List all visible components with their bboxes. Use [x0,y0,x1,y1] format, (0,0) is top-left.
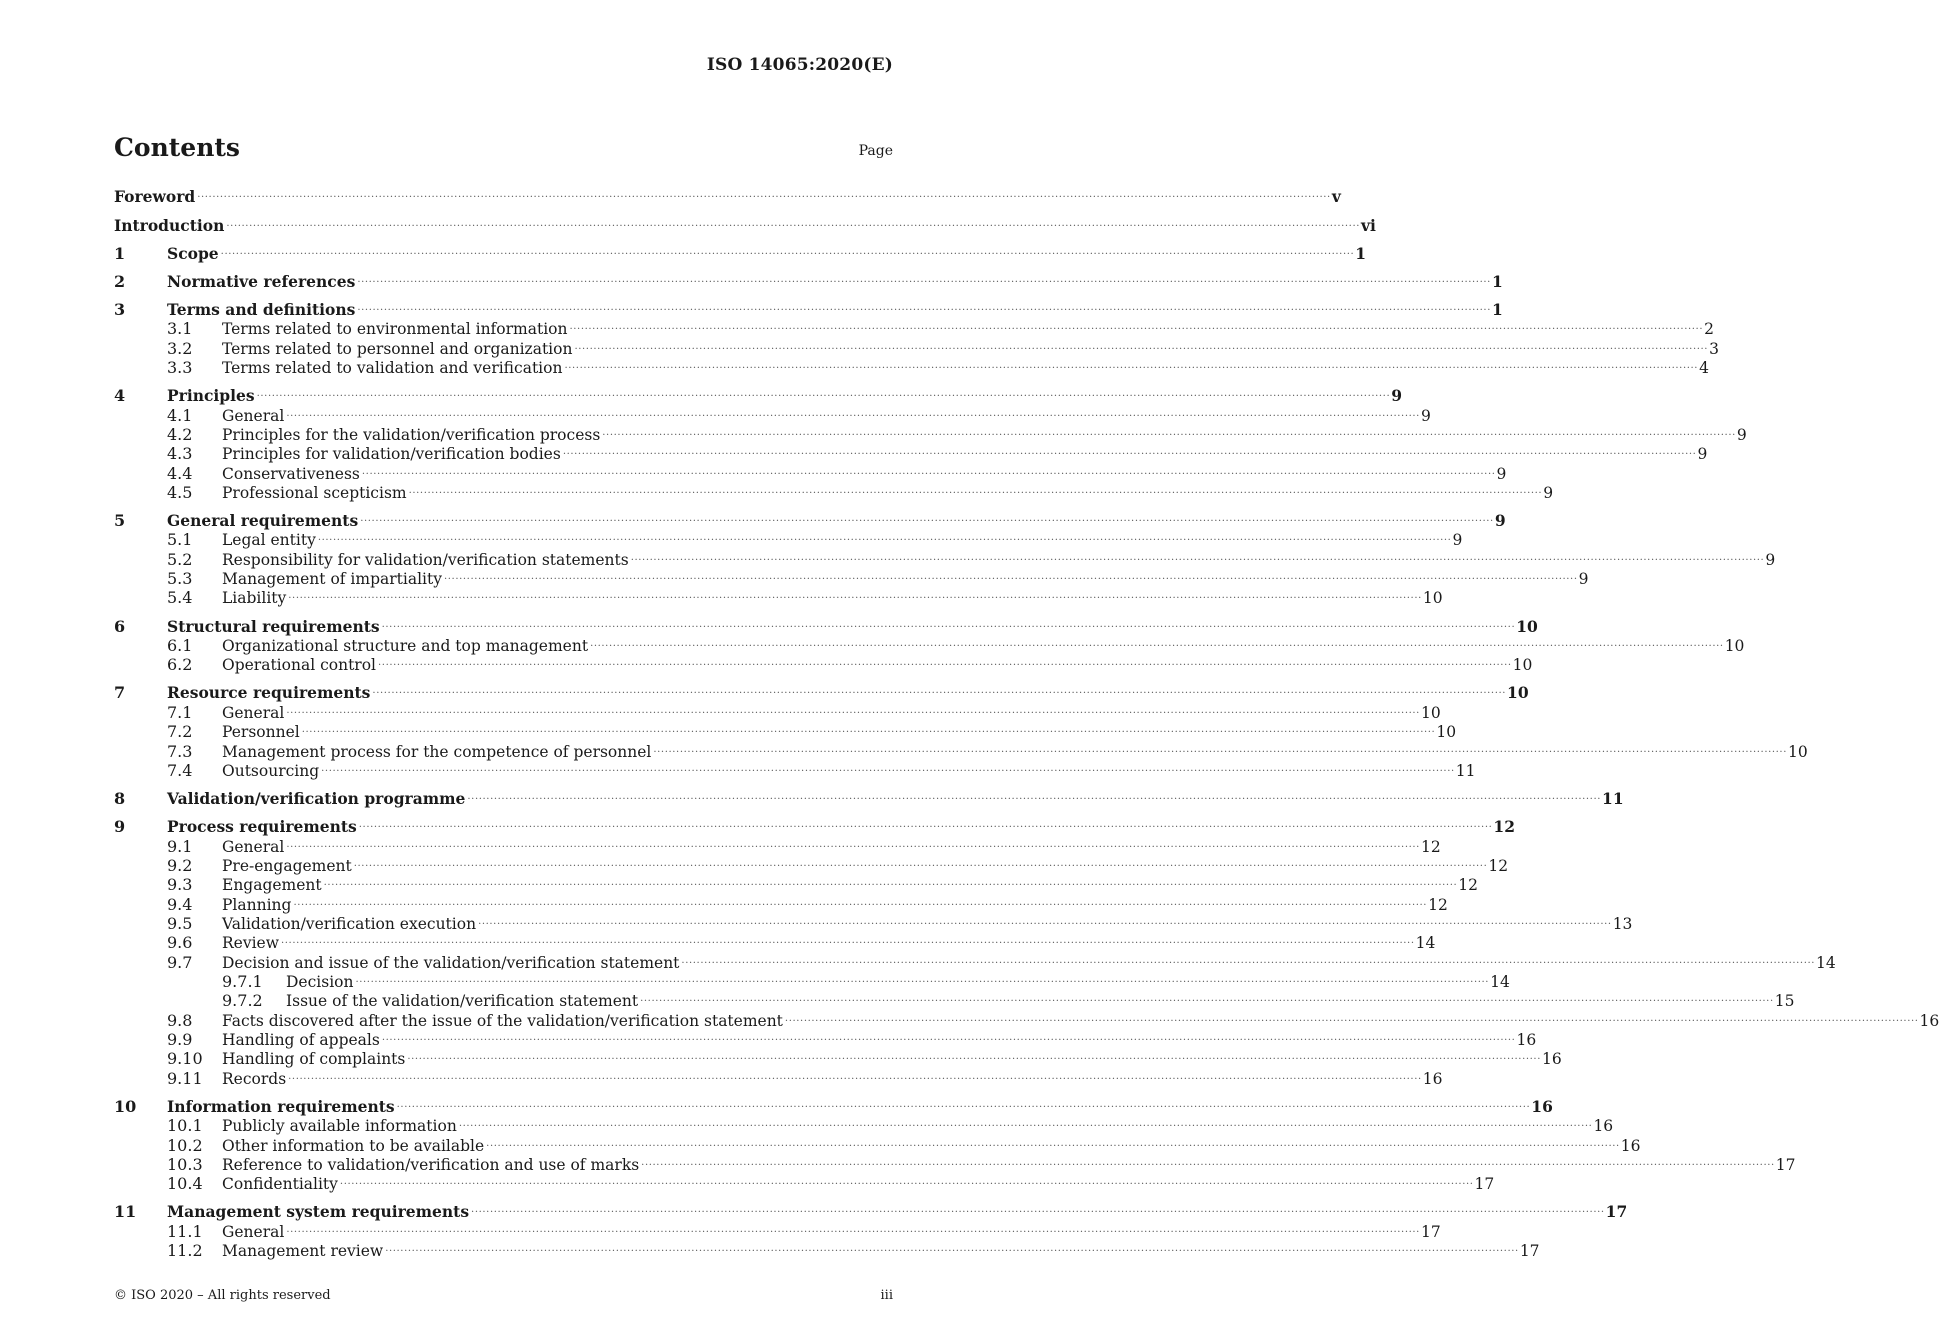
toc-entry-title: General [222,703,285,722]
toc-entry[interactable] [0,875,1478,895]
toc-entry[interactable] [0,913,1633,933]
toc-entry[interactable] [0,1135,1641,1155]
toc-entry-number: 9.2 [167,855,193,875]
toc-entry-number: 7.2 [167,722,193,742]
toc-entry-page: 9 [1420,406,1431,425]
toc-entry[interactable] [0,1096,1553,1116]
toc-entry[interactable] [0,319,1714,339]
toc-entry-title: Introduction [114,215,225,235]
toc-entry[interactable] [0,722,1457,742]
toc-entry-title: General requirements [167,511,359,531]
toc-entry[interactable] [0,215,1376,235]
toc-entry-title: Confidentiality [222,1175,338,1194]
toc-entry-page: 10 [1507,683,1529,703]
toc-entry-title: Pre-engagement [222,856,352,875]
toc-entry-page: 1 [1491,271,1503,291]
toc-entry-number: 4.1 [167,405,193,425]
toc-entry-number: 5.4 [167,588,193,608]
toc-entry-page: 14 [1415,934,1436,953]
dot-leader: ............................................................................................................................................................................................................................................................................................................ [467,791,1602,803]
toc-entry-number: 9.7 [167,952,193,972]
dot-leader: ............................................................................................................................................................................................................................................................................................................ [408,484,1543,496]
dot-leader: ............................................................................................................................................................................................................................................................................................................ [353,857,1488,869]
dot-leader: ............................................................................................................................................................................................................................................................................................................ [355,973,1490,985]
dot-leader: ............................................................................................................................................................................................................................................................................................................ [357,273,1491,285]
toc-entry-title: Liability [222,589,287,608]
toc-entry-title: Facts discovered after the issue of the validation/verification statement [222,1011,783,1030]
toc-entry-number: 9.3 [167,875,193,895]
toc-entry-number: 9 [114,817,126,837]
toc-entry-page: v [1331,187,1341,207]
toc-entry-title: Structural requirements [167,616,380,636]
toc-entry-page: 16 [1531,1096,1553,1116]
toc-entry-number: 7.1 [167,702,193,722]
toc-entry[interactable] [0,1221,1441,1241]
toc-entry-number: 4.3 [167,444,193,464]
toc-entry-title: Legal entity [222,531,316,550]
toc-entry[interactable] [0,635,1745,655]
toc-entry-number: 10.4 [167,1174,203,1194]
dot-leader: ............................................................................................................................................................................................................................................................................................................ [486,1137,1620,1149]
toc-entry-page: 17 [1519,1242,1540,1261]
toc-entry-number: 5.1 [167,530,193,550]
toc-entry-title: Validation/verification execution [222,914,477,933]
toc-entry-page: 9 [1496,464,1507,483]
toc-entry-page: 10 [1420,703,1441,722]
toc-entry[interactable] [0,482,1554,502]
toc-entry[interactable] [0,511,1506,531]
toc-entry-title: Terms related to environmental information [222,320,568,339]
toc-entry[interactable] [0,444,1708,464]
footer-copyright: © ISO 2020 – All rights reserved [114,1288,331,1303]
toc-entry[interactable] [0,569,1589,589]
toc-entry-number: 9.7.1 [222,971,263,991]
toc-entry-page: 16 [1516,1031,1537,1050]
dot-leader: ............................................................................................................................................................................................................................................................................................................ [590,637,1724,649]
toc-entry-number: 4.4 [167,463,193,483]
toc-entry[interactable] [0,299,1503,319]
toc-entry-number: 4 [114,386,126,406]
dot-leader: ............................................................................................................................................................................................................................................................................................................ [293,896,1428,908]
toc-entry-title: Management review [222,1242,384,1261]
toc-entry-title: Terms and definitions [167,299,356,319]
toc-entry-title: Review [222,934,279,953]
toc-entry-title: Terms related to validation and verification [222,359,563,378]
toc-entry-number: 10.2 [167,1135,203,1155]
dot-leader: ............................................................................................................................................................................................................................................................................................................ [256,388,1391,400]
dot-leader: ............................................................................................................................................................................................................................................................................................................ [381,618,1516,630]
toc-entry-title: Planning [222,895,292,914]
toc-entry-number: 6.2 [167,655,193,675]
toc-entry[interactable] [0,836,1441,856]
toc-entry[interactable] [0,817,1515,837]
toc-entry[interactable] [0,616,1538,636]
dot-leader: ............................................................................................................................................................................................................................................................................................................ [288,1070,1422,1082]
toc-entry-title: Decision [286,972,354,991]
toc-entry[interactable] [0,1010,1939,1030]
dot-leader: ............................................................................................................................................................................................................................................................................................................ [286,838,1420,850]
toc-entry-page: 11 [1455,761,1476,780]
toc-entry-number: 1 [114,243,126,263]
toc-entry-title: Publicly available information [222,1117,457,1136]
dot-leader: ............................................................................................................................................................................................................................................................................................................ [286,704,1420,716]
toc-entry-number: 9.4 [167,894,193,914]
toc-entry-page: 10 [1516,616,1538,636]
toc-entry-title: Principles [167,386,255,406]
toc-entry-page: 9 [1765,550,1776,569]
dot-leader: ............................................................................................................................................................................................................................................................................................................ [407,1051,1541,1063]
toc-entry-title: Outsourcing [222,761,320,780]
dot-leader: ............................................................................................................................................................................................................................................................................................................ [653,743,1787,755]
dot-leader: ............................................................................................................................................................................................................................................................................................................ [286,1223,1420,1235]
toc-entry-number: 5.3 [167,569,193,589]
toc-entry[interactable] [0,1116,1614,1136]
toc-entry-page: 17 [1420,1222,1441,1241]
toc-entry[interactable] [0,683,1529,703]
toc-entry-page: 17 [1474,1175,1495,1194]
dot-leader: ............................................................................................................................................................................................................................................................................................................ [358,819,1493,831]
standard-identifier: ISO 14065:2020(E) [706,55,893,75]
toc-entry-page: 16 [1919,1011,1939,1030]
toc-entry-title: Terms related to personnel and organization [222,339,573,358]
toc-entry[interactable] [0,1068,1443,1088]
toc-entry[interactable] [0,933,1436,953]
toc-entry[interactable] [0,588,1443,608]
toc-entry-page: 16 [1593,1117,1614,1136]
toc-entry-title: Records [222,1069,287,1088]
dot-leader: ............................................................................................................................................................................................................................................................................................................ [444,571,1578,583]
dot-leader: ............................................................................................................................................................................................................................................................................................................ [381,1032,1516,1044]
toc-entry[interactable] [0,405,1431,425]
dot-leader: ............................................................................................................................................................................................................................................................................................................ [339,1176,1474,1188]
dot-leader: ............................................................................................................................................................................................................................................................................................................ [574,340,1709,352]
toc-entry-number: 6.1 [167,635,193,655]
toc-entry-page: 15 [1774,992,1795,1011]
toc-entry-title: Management system requirements [167,1202,470,1222]
contents-title: Contents [114,133,241,162]
toc-entry[interactable] [0,424,1747,444]
dot-leader: ............................................................................................................................................................................................................................................................................................................ [378,657,1512,669]
toc-entry[interactable] [0,530,1463,550]
toc-entry-title: Foreword [114,187,196,207]
toc-entry[interactable] [0,789,1624,809]
toc-entry-page: 12 [1420,837,1441,856]
toc-entry-title: Resource requirements [167,683,371,703]
dot-leader: ............................................................................................................................................................................................................................................................................................................ [385,1243,1519,1255]
toc-entry-title: Principles for the validation/verification process [222,425,601,444]
toc-entry-page: 10 [1436,723,1457,742]
toc-entry-number: 10.1 [167,1116,203,1136]
toc-entry-number: 11 [114,1202,137,1222]
dot-leader: ............................................................................................................................................................................................................................................................................................................ [630,551,1765,563]
toc-entry-page: 14 [1816,953,1836,972]
toc-entry[interactable] [0,549,1776,569]
toc-entry-number: 9.10 [167,1049,203,1069]
toc-entry-page: 9 [1543,483,1554,502]
dot-leader: ............................................................................................................................................................................................................................................................................................................ [641,1156,1775,1168]
toc-entry-page: 12 [1458,876,1478,895]
dot-leader: ............................................................................................................................................................................................................................................................................................................ [458,1118,1593,1130]
toc-entry-title: Operational control [222,656,377,675]
dot-leader: ............................................................................................................................................................................................................................................................................................................ [281,935,1415,947]
dot-leader: ............................................................................................................................................................................................................................................................................................................ [640,993,1774,1005]
toc-entry-number: 9.11 [167,1068,203,1088]
toc-entry[interactable] [0,386,1403,406]
dot-leader: ............................................................................................................................................................................................................................................................................................................ [301,724,1436,736]
toc-entry-number: 4.2 [167,424,193,444]
toc-entry[interactable] [0,338,1719,358]
dot-leader: ............................................................................................................................................................................................................................................................................................................ [478,915,1612,927]
toc-entry[interactable] [0,1030,1537,1050]
toc-entry-page: 1 [1492,299,1503,319]
dot-leader: ............................................................................................................................................................................................................................................................................................................ [372,685,1507,697]
toc-entry-title: Personnel [222,723,300,742]
toc-entry-number: 9.7.2 [222,991,263,1011]
toc-entry-number: 6 [114,616,126,636]
toc-entry-number: 3 [114,299,126,319]
toc-entry-number: 9.6 [167,933,193,953]
toc-entry-number: 4.5 [167,482,193,502]
toc-entry-title: Reference to validation/verification and use of marks [222,1155,640,1174]
dot-leader: ............................................................................................................................................................................................................................................................................................................ [564,360,1699,372]
toc-entry-title: Handling of complaints [222,1050,406,1069]
toc-entry[interactable] [0,655,1533,675]
toc-entry-number: 9.1 [167,836,193,856]
toc-entry-title: Scope [167,243,219,263]
toc-entry[interactable] [0,741,1808,761]
toc-entry[interactable] [0,952,1836,972]
toc-entry-number: 3.2 [167,338,193,358]
dot-leader: ............................................................................................................................................................................................................................................................................................................ [286,407,1420,419]
toc-entry-title: Principles for validation/verification bodies [222,445,561,464]
toc-entry-title: Engagement [222,876,322,895]
toc-entry-title: General [222,406,285,425]
toc-entry[interactable] [0,243,1367,263]
toc-entry[interactable] [0,991,1795,1011]
dot-leader: ............................................................................................................................................................................................................................................................................................................ [288,590,1422,602]
toc-entry[interactable] [0,1154,1796,1174]
toc-entry-page: 9 [1578,570,1589,589]
toc-entry-page: 17 [1605,1202,1628,1222]
toc-entry-page: 13 [1612,914,1633,933]
dot-leader: ............................................................................................................................................................................................................................................................................................................ [220,245,1355,257]
dot-leader: ............................................................................................................................................................................................................................................................................................................ [321,762,1455,774]
footer-page-number: iii [880,1288,893,1303]
toc-entry-title: Management of impartiality [222,570,442,589]
toc-entry-page: 9 [1494,511,1506,531]
dot-leader: ............................................................................................................................................................................................................................................................................................................ [226,217,1361,229]
toc-entry-title: Handling of appeals [222,1031,380,1050]
toc-entry-page: 11 [1602,789,1624,809]
toc-entry-title: Validation/verification programme [167,789,466,809]
toc-entry-title: Process requirements [167,817,357,837]
toc-entry[interactable] [0,855,1509,875]
toc-entry-title: General [222,837,285,856]
toc-entry-page: 9 [1452,531,1463,550]
dot-leader: ............................................................................................................................................................................................................................................................................................................ [361,465,1496,477]
toc-entry[interactable] [0,971,1510,991]
toc-entry-page: 16 [1541,1050,1562,1069]
dot-leader: ............................................................................................................................................................................................................................................................................................................ [602,426,1736,438]
toc-entry-number: 9.8 [167,1010,193,1030]
toc-entry[interactable] [0,1241,1540,1261]
toc-entry[interactable] [0,271,1503,291]
toc-entry-page: 9 [1697,445,1708,464]
toc-entry-number: 7.4 [167,760,193,780]
dot-leader: ............................................................................................................................................................................................................................................................................................................ [681,954,1816,966]
dot-leader: ............................................................................................................................................................................................................................................................................................................ [360,513,1494,525]
toc-entry-title: Issue of the validation/verification statement [286,992,639,1011]
toc-entry-title: Management process for the competence of personnel [222,742,652,761]
toc-entry-page: 10 [1724,636,1745,655]
toc-entry-number: 3.1 [167,319,193,339]
toc-entry[interactable] [0,463,1507,483]
toc-entry-number: 5 [114,511,126,531]
toc-entry-page: 10 [1788,742,1808,761]
toc-entry-number: 10.3 [167,1154,203,1174]
toc-entry-page: 16 [1620,1136,1641,1155]
toc-entry-page: 12 [1493,817,1515,837]
toc-entry-number: 9.5 [167,913,193,933]
toc-entry-number: 5.2 [167,549,193,569]
toc-entry[interactable] [0,358,1709,378]
dot-leader: ............................................................................................................................................................................................................................................................................................................ [323,877,1458,889]
toc-entry-number: 3.3 [167,358,193,378]
dot-leader: ............................................................................................................................................................................................................................................................................................................ [471,1204,1605,1216]
toc-entry-page: 14 [1490,972,1510,991]
toc-entry-number: 11.2 [167,1241,203,1261]
toc-entry-page: 3 [1709,339,1719,358]
toc-entry-number: 9.9 [167,1030,193,1050]
toc-entry-title: Normative references [167,271,356,291]
toc-entry[interactable] [0,1202,1628,1222]
dot-leader: ............................................................................................................................................................................................................................................................................................................ [317,532,1452,544]
toc-entry-page: 9 [1391,386,1403,406]
toc-entry-title: General [222,1222,285,1241]
toc-entry-page: 16 [1422,1069,1443,1088]
toc-entry[interactable] [0,1049,1562,1069]
toc-entry[interactable] [0,894,1448,914]
toc-entry-title: Decision and issue of the validation/verification statement [222,953,680,972]
toc-entry-page: 12 [1428,895,1448,914]
toc-entry-page: 9 [1736,425,1747,444]
toc-entry-number: 8 [114,789,126,809]
toc-entry-title: Organizational structure and top management [222,636,589,655]
toc-entry-page: 10 [1422,589,1443,608]
toc-entry-page: vi [1361,215,1376,235]
toc-entry-title: Responsibility for validation/verification statements [222,550,629,569]
toc-entry-number: 10 [114,1096,137,1116]
toc-entry-title: Professional scepticism [222,483,407,502]
toc-entry-title: Conservativeness [222,464,360,483]
toc-entry-page: 17 [1775,1155,1796,1174]
dot-leader: ............................................................................................................................................................................................................................................................................................................ [357,301,1491,313]
dot-leader: ............................................................................................................................................................................................................................................................................................................ [784,1012,1919,1024]
toc-entry[interactable] [0,1174,1495,1194]
toc-entry-page: 4 [1699,359,1709,378]
toc-entry-page: 2 [1704,320,1714,339]
toc-entry-number: 7 [114,683,126,703]
toc-entry-number: 2 [114,271,126,291]
toc-entry-title: Information requirements [167,1096,395,1116]
dot-leader: ............................................................................................................................................................................................................................................................................................................ [197,189,1331,201]
toc-entry-page: 1 [1355,243,1367,263]
toc-entry[interactable] [0,702,1441,722]
toc-entry[interactable] [0,187,1341,207]
dot-leader: ............................................................................................................................................................................................................................................................................................................ [562,446,1697,458]
page-column-label: Page [858,143,893,159]
toc-entry-number: 11.1 [167,1221,203,1241]
toc-entry-page: 12 [1488,856,1509,875]
dot-leader: ............................................................................................................................................................................................................................................................................................................ [569,321,1704,333]
toc-entry-title: Other information to be available [222,1136,485,1155]
toc-entry[interactable] [0,760,1476,780]
dot-leader: ............................................................................................................................................................................................................................................................................................................ [396,1098,1531,1110]
toc-entry-page: 10 [1512,656,1533,675]
toc-entry-number: 7.3 [167,741,193,761]
